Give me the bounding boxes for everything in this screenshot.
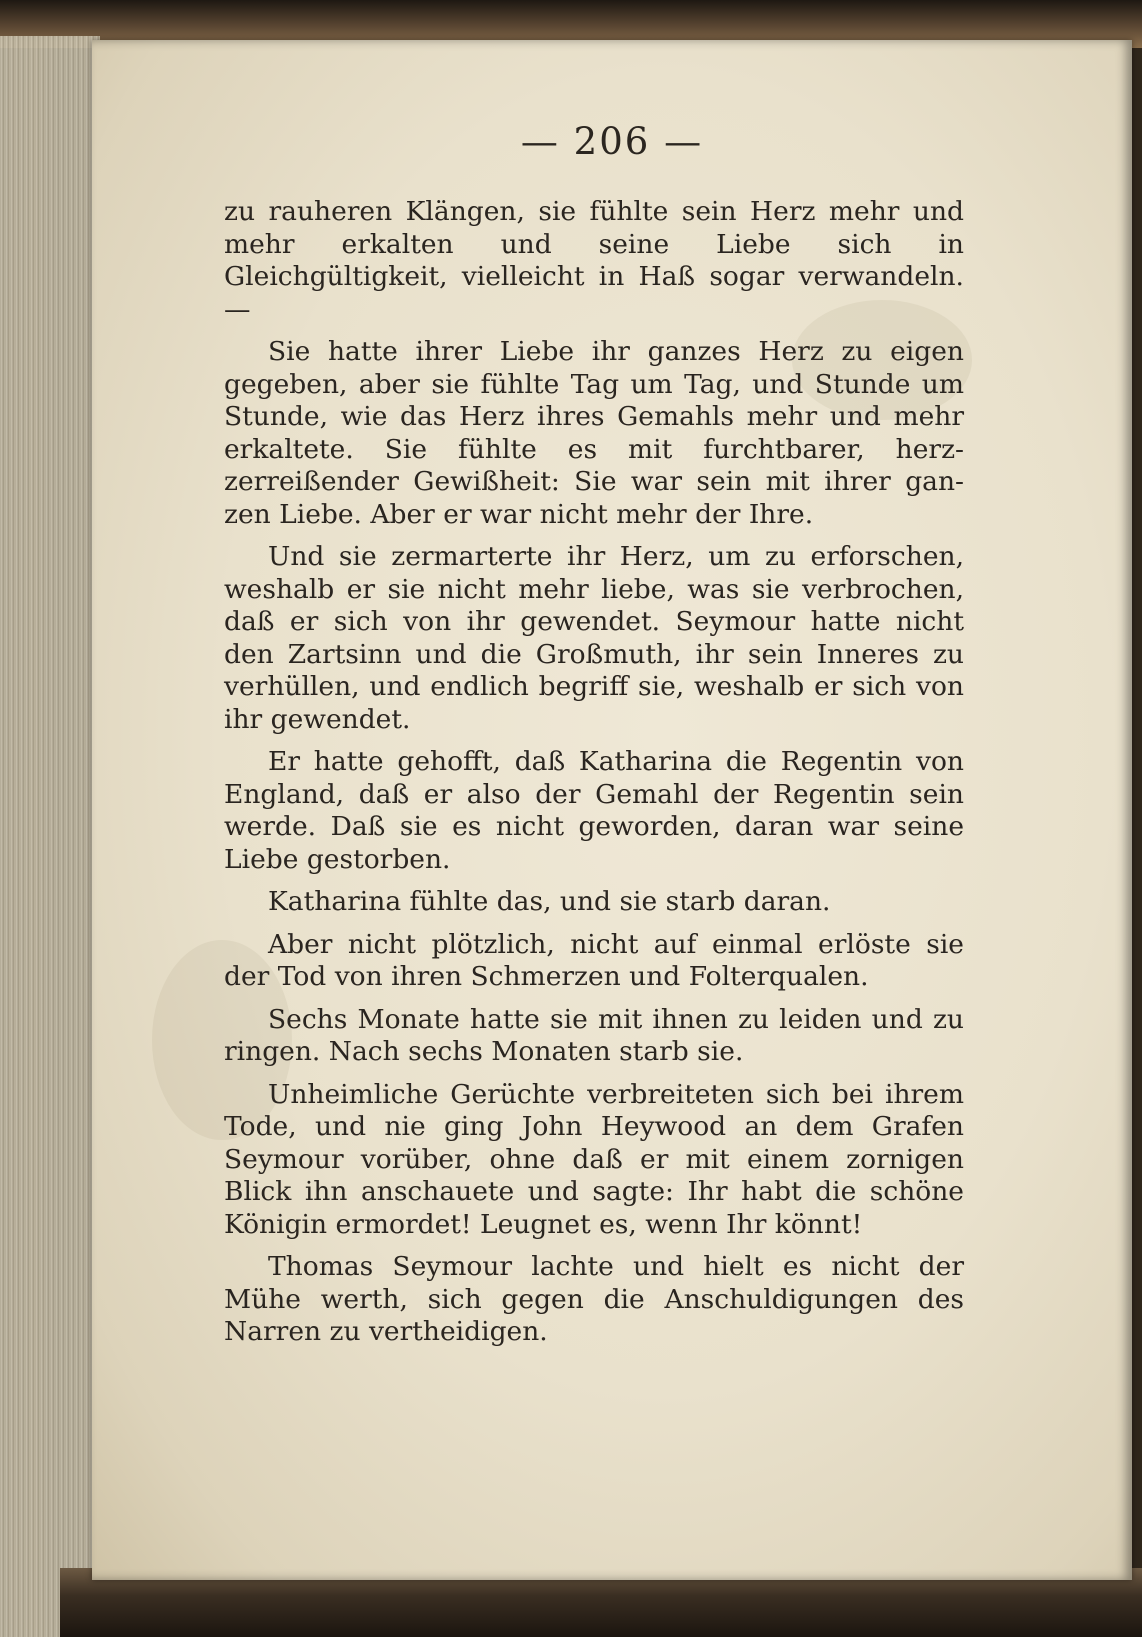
body-text: [224, 196, 964, 1359]
paragraph: Und sie zermarterte ihr Herz, um zu erforschen, weshalb er sie nicht mehr liebe, was sie verbrochen, daß er sich von ihr gewendet. Seymour hatte nicht den Zartsinn und die Großmuth, ihr sein Inneres zu verhüllen, und endlich begriff sie, weshalb er sich von ihr gewendet.: [224, 541, 964, 735]
page-edges: [0, 36, 100, 1637]
page-number: — 206 —: [520, 120, 704, 163]
paragraph: Sechs Monate hatte sie mit ihnen zu leiden und zu ringen. Nach sechs Monaten starb sie.: [224, 1003, 964, 1067]
paragraph: Aber nicht plötzlich, nicht auf einmal erlöste sie der Tod von ihren Schmerzen und Folterqualen.: [224, 928, 964, 992]
paragraph: Sie hatte ihrer Liebe ihr ganzes Herz zu eigen gegeben, aber sie fühlte Tag um Tag, und Stunde um Stunde, wie das Herz ihres Gemahls mehr und mehr erkaltete. Sie fühlte es mit furchtbarer, herz-zerreißender Gewißheit: Sie war sein mit ihrer gan-zen Liebe. Aber er war nicht mehr der Ihre.: [224, 336, 964, 530]
paragraph: zu rauheren Klängen, sie fühlte sein Herz mehr und mehr erkalten und seine Liebe sich in Gleichgültigkeit, vielleicht in Haß sogar verwandeln. —: [224, 196, 964, 325]
paragraph: Er hatte gehofft, daß Katharina die Regentin von England, daß er also der Gemahl der Regentin sein werde. Daß sie es nicht geworden, daran war seine Liebe gestorben.: [224, 746, 964, 875]
paragraph: Thomas Seymour lachte und hielt es nicht der Mühe werth, sich gegen die Anschuldigungen des Narren zu vertheidigen.: [224, 1251, 964, 1347]
paragraph: Katharina fühlte das, und sie starb daran.: [268, 886, 831, 917]
paragraph: Unheimliche Gerüchte verbreiteten sich bei ihrem Tode, und nie ging John Heywood an dem Grafen Seymour vorüber, ohne daß er mit einem zornigen Blick ihn anschauete und sagte: Ihr habt die schöne Königin ermordet! Leugnet es, wenn Ihr könnt!: [224, 1078, 964, 1240]
book-page: [92, 40, 1132, 1580]
